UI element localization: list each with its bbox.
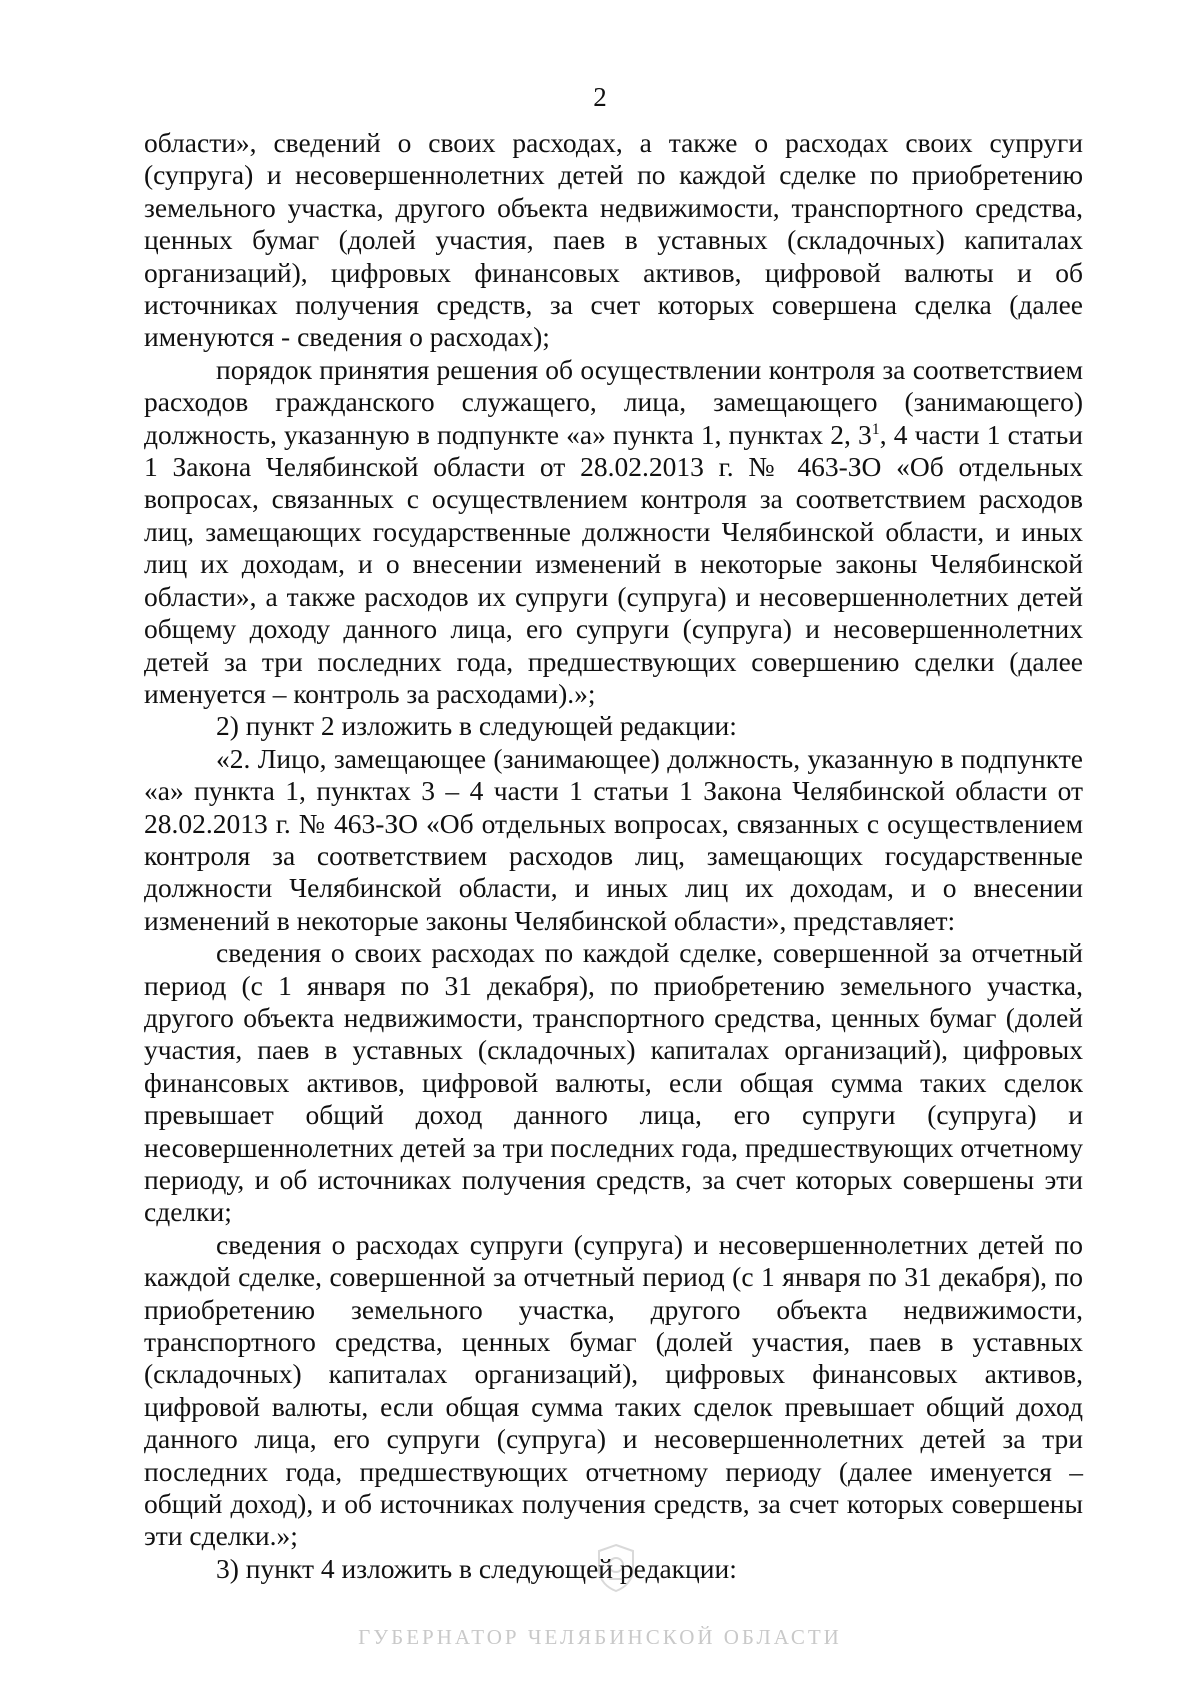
paragraph-text-part: , 4 части 1 статьи 1 Закона Челябинской области от 28.02.2013 г. № 463-ЗО «Об отдельных вопросах, связанных с осуществлением контроля за соответствием расходов лиц, замещающих государственные должности Челябинской области, и иных лиц их доходам, и о внесении изменений в некоторые законы Челябинской области», а также расходов их супруги (супруга) и несовершеннолетних детей общему доходу данного лица, его супруги (супруга) и несовершеннолетних детей за три последних года, предшествующих совершению сделки (далее именуется – контроль за расходами).»; xyxy=(144,418,1083,709)
paragraph-item-3: 3) пункт 4 изложить в следующей редакции: xyxy=(216,1552,737,1584)
document-body xyxy=(144,127,1083,1585)
watermark-stamp: ГУБЕРНАТОР ЧЕЛЯБИНСКОЙ ОБЛАСТИ xyxy=(358,1625,842,1649)
superscript: 1 xyxy=(871,420,880,438)
paragraph-text-part: порядок принятия решения об осуществлении контроля за соответствием расходов гражданского служащего, лица, замещающего (занимающего) должность, указанную в подпункте «а» пункта 1, пунктах 2, 3 xyxy=(144,353,1083,450)
coat-of-arms-icon xyxy=(593,1543,639,1593)
paragraph-control-procedure xyxy=(144,354,1083,710)
paragraph-continuation: области», сведений о своих расходах, а также о расходах своих супруги (супруга) и несовершеннолетних детей по каждой сделке по приобретению земельного участка, другого объекта недвижимости, транспортного средства, ценных бумаг (долей участия, паев в уставных (складочных) капиталах организаций), цифровых финансовых активов, цифровой валюты и об источниках получения средств, за счет которых совершена сделка (далее именуются - сведения о расходах); xyxy=(144,127,1083,353)
paragraph-clause-2: «2. Лицо, замещающее (занимающее) должность, указанную в подпункте «а» пункта 1, пунктах 3 – 4 части 1 статьи 1 Закона Челябинской области от 28.02.2013 г. № 463-ЗО «Об отдельных вопросах, связанных с осуществлением контроля за соответствием расходов лиц, замещающих государственные должности Челябинской области, и иных лиц их доходам, и о внесении изменений в некоторые законы Челябинской области», представляет: xyxy=(144,742,1083,936)
page-number: 2 xyxy=(593,82,607,112)
paragraph-own-expenses: сведения о своих расходах по каждой сделке, совершенной за отчетный период (с 1 января по 31 декабря), по приобретению земельного участка, другого объекта недвижимости, транспортного средства, ценных бумаг (долей участия, паев в уставных (складочных) капиталах организаций), цифровых финансовых активов, цифровой валюты, если общая сумма таких сделок превышает общий доход данного лица, его супруги (супруга) и несовершеннолетних детей за три последних года, предшествующих отчетному периоду, и об источниках получения средств, за счет которых совершены эти сделки; xyxy=(144,937,1083,1228)
paragraph-family-expenses: сведения о расходах супруги (супруга) и несовершеннолетних детей по каждой сделке, совершенной за отчетный период (с 1 января по 31 декабря), по приобретению земельного участка, другого объекта недвижимости, транспортного средства, ценных бумаг (долей участия, паев в уставных (складочных) капиталах организаций), цифровых финансовых активов, цифровой валюты, если общая сумма таких сделок превышает общий доход данного лица, его супруги (супруга) и несовершеннолетних детей за три последних года, предшествующих отчетному периоду (далее именуется – общий доход), и об источниках получения средств, за счет которых совершены эти сделки.»; xyxy=(144,1228,1083,1552)
paragraph-item-2: 2) пункт 2 изложить в следующей редакции: xyxy=(216,710,737,742)
